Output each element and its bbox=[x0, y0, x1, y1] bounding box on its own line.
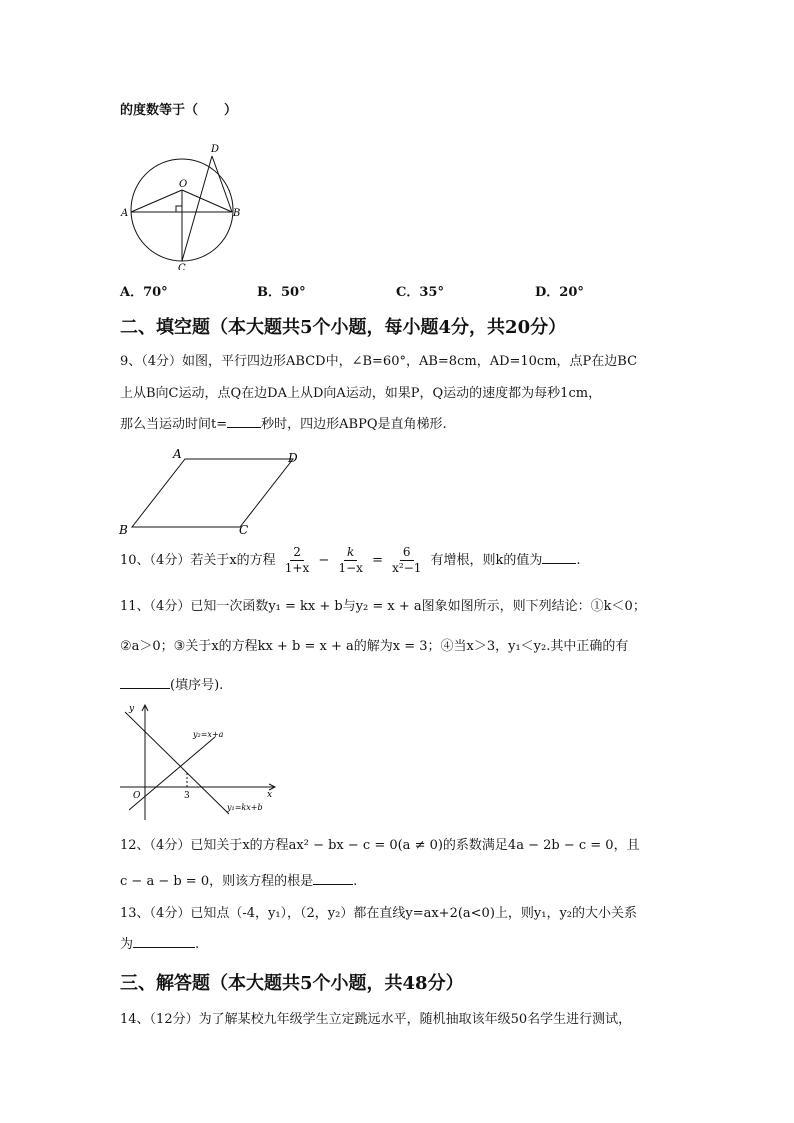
q13-line-2-b: . bbox=[195, 937, 200, 952]
q9-line-3-b: 秒时，四边形ABPQ是直角梯形. bbox=[261, 417, 447, 432]
q9-answer-blank[interactable] bbox=[227, 415, 261, 428]
q12-line-2 bbox=[120, 872, 357, 891]
section-2-heading: 二、填空题（本大题共5个小题，每小题4分，共20分） bbox=[120, 317, 567, 338]
q11-label-origin: O bbox=[133, 791, 141, 801]
q10-end: . bbox=[576, 553, 581, 568]
q10-equals: = bbox=[372, 553, 383, 568]
q9-parallelogram-figure bbox=[115, 446, 315, 538]
q9-line-3-a: 那么当运动时间t= bbox=[120, 417, 228, 432]
q9-line-1: 9、（4分）如图，平行四边形ABCD中，∠B=60°，AB=8cm，AD=10cm，点P在边BC bbox=[120, 354, 638, 369]
q14-line-1: 14、（12分）为了解某校九年级学生立定跳远水平，随机抽取该年级50名学生进行测试， bbox=[120, 1012, 632, 1027]
q8-label-c: C bbox=[178, 263, 186, 270]
q11-label-x: x bbox=[267, 790, 273, 800]
q11-label-y2: y₂=x+a bbox=[193, 730, 224, 739]
q10-fraction-2: $\frac{k}{1-x}$ bbox=[338, 545, 363, 575]
q10-answer-blank[interactable] bbox=[542, 551, 576, 564]
q9-line-3 bbox=[120, 415, 447, 434]
q11-function-graph bbox=[115, 700, 280, 825]
q9-label-c: C bbox=[239, 523, 249, 537]
q12-line-2-b: . bbox=[353, 874, 358, 889]
q11-label-y: y bbox=[129, 704, 135, 714]
q11-line-3-text: (填序号). bbox=[170, 678, 224, 693]
q8-label-b: B bbox=[233, 208, 241, 219]
q9-label-b: B bbox=[119, 523, 128, 537]
q11-line-2: ②a＞0；③关于x的方程kx + b = x + a的解为x = 3；④当x＞3，y₁＜y₂.其中正确的有 bbox=[120, 639, 629, 654]
section-3-heading: 三、解答题（本大题共5个小题，共48分） bbox=[120, 973, 464, 994]
q11-line-1: 11、（4分）已知一次函数y₁ = kx + b与y₂ = x + a图象如图所示，则下列结论：①k＜0； bbox=[120, 599, 646, 614]
q13-line-2-a: 为 bbox=[120, 937, 134, 952]
q8-label-d: D bbox=[211, 144, 220, 155]
q11-label-three: 3 bbox=[184, 791, 190, 801]
q9-label-d: D bbox=[288, 451, 298, 465]
q10-fraction-1: $\frac{2}{1+x}$ bbox=[284, 545, 310, 575]
q13-line-1: 13、（4分）已知点（-4，y₁），（2，y₂）都在直线y=ax+2(a<0)上，则y₁，y₂的大小关系 bbox=[120, 906, 638, 921]
q8-label-a: A bbox=[121, 208, 129, 219]
q9-line-2: 上从B向C运动，点Q在边DA上从D向A运动，如果P，Q运动的速度都为每秒1cm， bbox=[120, 386, 602, 401]
q13-line-2 bbox=[120, 935, 199, 954]
q10-suffix: 有增根，则k的值为 bbox=[430, 553, 543, 568]
q8-option-d: D．20° bbox=[535, 285, 584, 300]
q12-line-2-a: c − a − b = 0，则该方程的根是 bbox=[120, 874, 314, 889]
q8-option-c: C．35° bbox=[396, 285, 444, 300]
q10-line bbox=[120, 544, 581, 578]
q10-fraction-3: $\frac{6}{\text{x²−1}}$ bbox=[392, 545, 422, 575]
q13-answer-blank[interactable] bbox=[133, 935, 195, 948]
q8-option-b: B．50° bbox=[257, 285, 306, 300]
q11-label-y1: y₁=kx+b bbox=[227, 803, 263, 812]
q10-prefix: 10、（4分）若关于x的方程 bbox=[120, 553, 276, 568]
q8-label-o: O bbox=[179, 179, 188, 190]
q11-line-3 bbox=[120, 676, 223, 695]
q9-label-a: A bbox=[173, 447, 182, 461]
q12-answer-blank[interactable] bbox=[313, 872, 353, 885]
q8-text-tail: 的度数等于（ ） bbox=[120, 103, 238, 118]
q8-circle-figure bbox=[120, 140, 250, 270]
q12-line-1: 12、（4分）已知关于x的方程ax² − bx − c = 0(a ≠ 0)的系数满足4a − 2b − c = 0，且 bbox=[120, 838, 640, 853]
q8-option-a: A．70° bbox=[120, 285, 168, 300]
q11-answer-blank[interactable] bbox=[120, 676, 170, 689]
q10-minus: − bbox=[318, 553, 330, 568]
